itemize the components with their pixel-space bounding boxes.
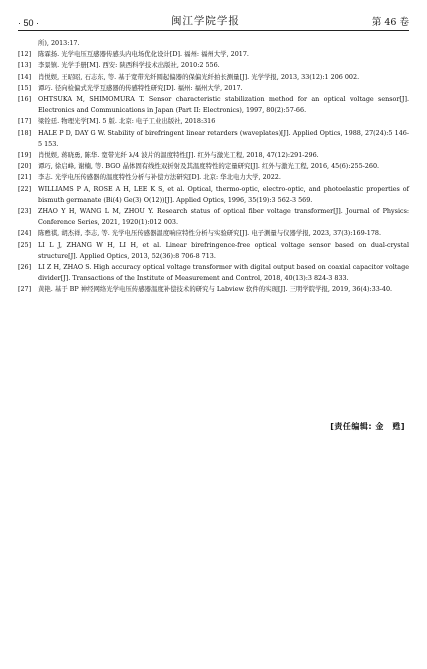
reference-number: [12]: [18, 50, 32, 59]
reference-number: [22]: [18, 184, 32, 193]
reference-number: [27]: [18, 285, 32, 294]
reference-item: [18, 150, 409, 161]
reference-text: 梁铨廷. 物理光学[M]. 5 版. 北京: 电子工业出版社, 2018:316: [38, 117, 216, 126]
reference-text: ZHAO Y H, WANG L M, ZHOU Y. Research status of optical fiber voltage transformer[J]. Journal of Physics: Conference Series, 2021, 1920(1):012 003.: [38, 207, 409, 227]
reference-item: [18, 60, 409, 71]
reference-item: [18, 161, 409, 172]
reference-text: 李志. 光学电压传感器的温度特性分析与补偿方法研究[D]. 北京: 华北电力大学, 2022.: [38, 173, 281, 182]
reference-item: [18, 72, 409, 83]
journal-title: 闽江学院学报: [170, 15, 240, 27]
reference-number: [15]: [18, 83, 32, 92]
reference-number: [26]: [18, 263, 32, 272]
reference-item: [18, 83, 409, 94]
reference-item: [18, 240, 409, 262]
reference-text: 陈甦祺, 胡杰祥, 李志, 等. 光学电压传感器温度响应特性分析与实验研究[J]. 电子测量与仪器学报, 2023, 37(3):169-178.: [38, 229, 382, 238]
reference-number: [25]: [18, 240, 32, 249]
reference-number: [24]: [18, 229, 32, 238]
reference-item: [18, 228, 409, 239]
reference-number: [23]: [18, 207, 32, 216]
reference-item: [18, 206, 409, 228]
reference-text: 李景镇. 光学手册[M]. 西安: 陕西科学技术出版社, 2010:2 556.: [38, 61, 220, 70]
reference-text: 黄艳. 基于 BP 神经网络光学电压传感器温度补偿技术的研究与 Labview 软件的实现[J]. 三明学院学报, 2019, 36(4):33-40.: [38, 285, 393, 294]
reference-text: 谭巧. 径向检偏式光学互感器的传感特性研究[D]. 福州: 福州大学, 2017.: [38, 83, 243, 92]
reference-number: [21]: [18, 173, 32, 182]
reference-text: LI Z H, ZHAO S. High accuracy optical voltage transformer with digital output based on coaxial capacitor voltage divider[J]. Transactions of the Institute of Measurement and Control, 2018, 40(13):3 824-3 833.: [38, 263, 409, 283]
reference-item: [18, 172, 409, 183]
reference-item: [18, 128, 409, 150]
reference-number: [20]: [18, 162, 32, 171]
reference-item: [18, 184, 409, 206]
reference-text: 谭巧, 徐启峰, 谢楠, 等. BGO 晶体固有线性双折射及其温度特性的定量研究[J]. 红外与激光工程, 2016, 45(6):255-260.: [38, 162, 380, 171]
reference-item: [18, 284, 409, 295]
reference-item: [18, 49, 409, 60]
page-header: [18, 8, 409, 31]
reference-number: [17]: [18, 117, 32, 126]
reference-text: HALE P D, DAY G W. Stability of birefringent linear retarders (waveplates)[J]. Applied Optics, 1988, 27(24):5 146-5 153.: [38, 128, 409, 148]
reference-number: [18, 38, 38, 49]
reference-text: LI L J, ZHANG W H, LI H, et al. Linear birefringence-free optical voltage sensor based on dual-crystal structure[J]. Applied Optics, 2013, 52(36):8 706-8 713.: [38, 240, 409, 260]
reference-number: [18]: [18, 128, 32, 137]
reference-item: [18, 38, 409, 49]
reference-number: [13]: [18, 61, 32, 70]
reference-text: 肖悦娱, 王昭昭, 石志东, 等. 基于宽带光纤圆起偏器的保偏光纤拍长测量[J]. 光学学报, 2013, 33(12):1 206 002.: [38, 72, 360, 81]
page-number: · 50 ·: [18, 18, 40, 28]
reference-text: 所), 2013:17.: [38, 39, 80, 47]
reference-number: [14]: [18, 72, 32, 81]
reference-item: [18, 116, 409, 127]
reference-text: 陈霖扬. 光学电压互感器传感头内电场优化设计[D]. 福州: 福州大学, 2017.: [38, 50, 249, 59]
reference-item: [18, 262, 409, 284]
reference-text: WILLIAMS P A, ROSE A H, LEE K S, et al. Optical, thermo-optic, electro-optic, and photoelastic properties of bismuth germanate (Bi(4) Ge(3) O(12))[J]. Applied Optics, 1996, 35(19):3 562-3 569.: [38, 184, 409, 204]
volume-label: 第 46 卷: [371, 17, 409, 28]
reference-list: [18, 38, 409, 296]
reference-text: OHTSUKA M, SHIMOMURA T. Sensor characteristic stabilization method for an optical voltage sensor[J]. Electronics and Communications in Japan (Part II: Electronics), 1997, 80(2):57-66.: [38, 95, 409, 115]
responsible-editor: [责任编辑: 金 甦]: [330, 422, 405, 431]
reference-text: 肖悦娱, 蒋晓勇, 陈华. 宽带光纤 λ/4 波片的温度特性[J]. 红外与激光工程, 2018, 47(12):291-296.: [38, 151, 319, 160]
reference-item: [18, 94, 409, 116]
reference-number: [19]: [18, 151, 32, 160]
reference-number: [16]: [18, 95, 32, 104]
